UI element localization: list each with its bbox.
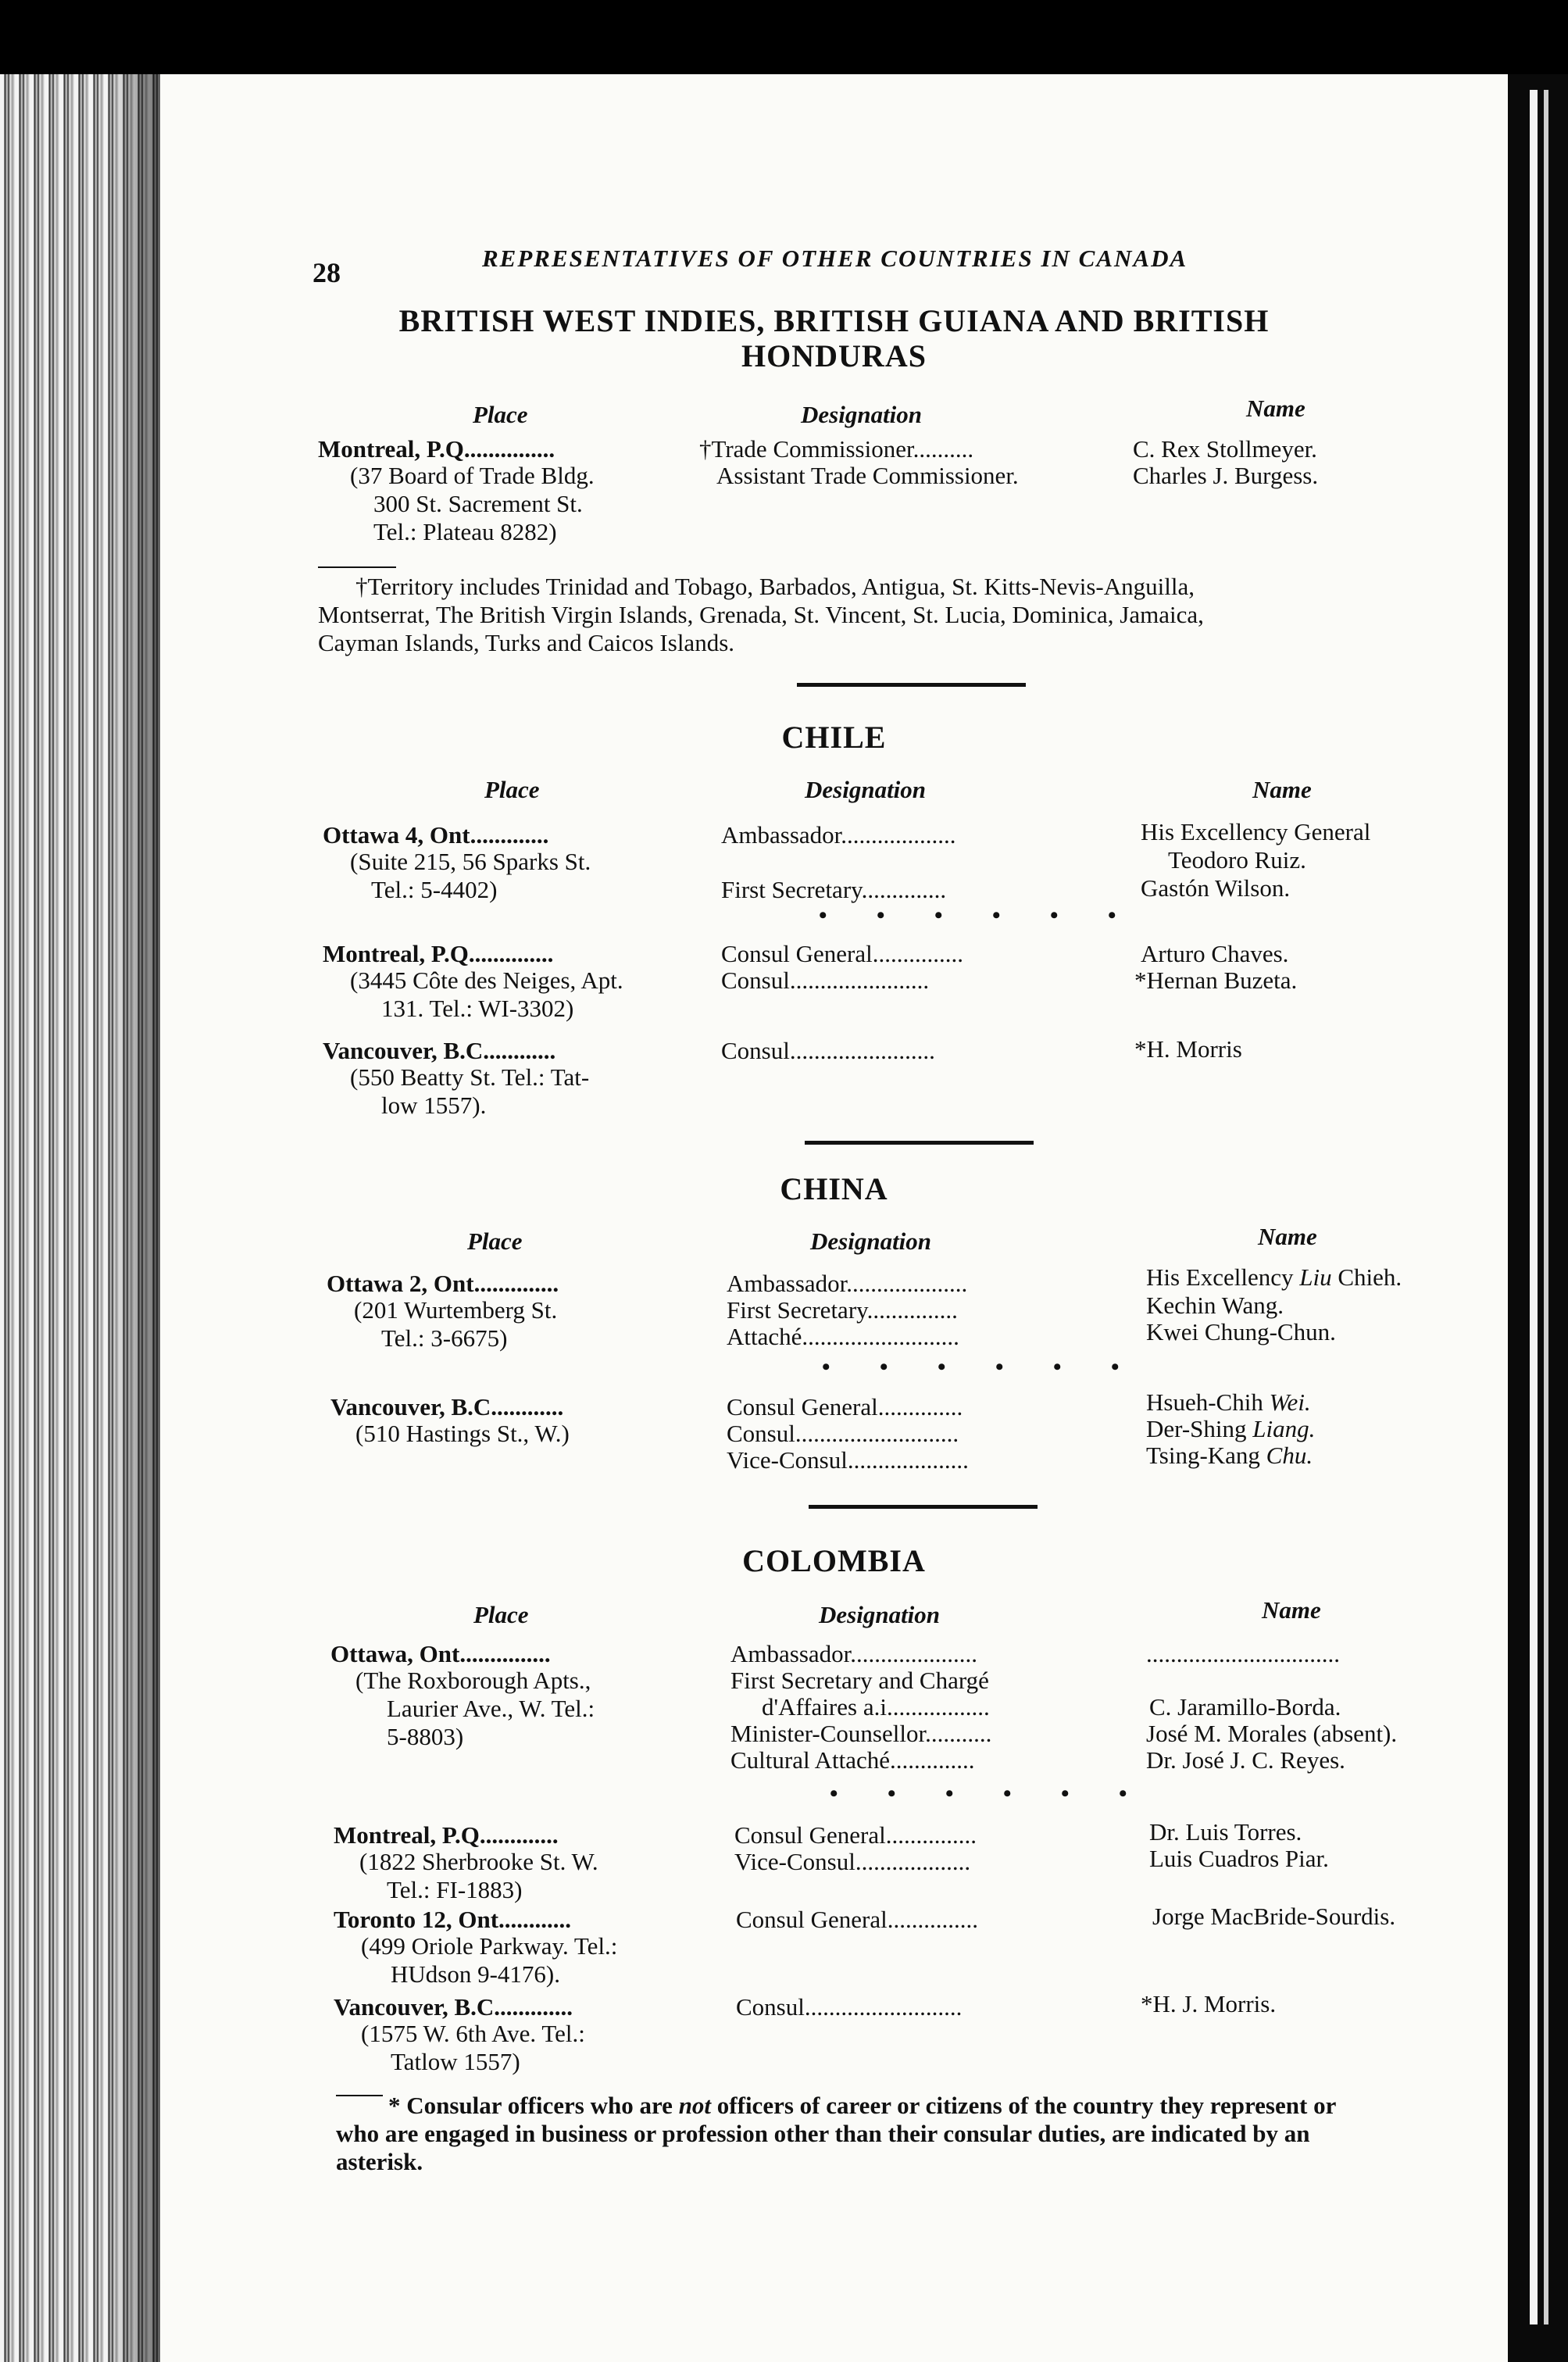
person-name: *Hernan Buzeta. <box>1134 967 1298 994</box>
person-name: Hsueh-Chih Wei. <box>1146 1388 1311 1416</box>
designation: Ambassador..................... <box>730 1640 978 1667</box>
address-line: (3445 Côte des Neiges, Apt. <box>350 967 623 994</box>
col-head-name: Name <box>1258 1223 1317 1250</box>
footnote-rule <box>336 2095 383 2096</box>
designation: Consul General.............. <box>727 1393 963 1420</box>
address-line: (The Roxborough Apts., <box>355 1667 591 1694</box>
designation: Vice-Consul................... <box>734 1848 971 1875</box>
person-name: Luis Cuadros Piar. <box>1149 1845 1329 1872</box>
designation: Assistant Trade Commissioner. <box>716 462 1019 489</box>
designation: Cultural Attaché.............. <box>730 1746 975 1774</box>
footnote-asterisk: asterisk. <box>336 2148 423 2175</box>
address-line: Tel.: 3-6675) <box>381 1324 508 1352</box>
designation: First Secretary............... <box>727 1296 958 1324</box>
col-head-name: Name <box>1246 395 1305 422</box>
address-line: (499 Oriole Parkway. Tel.: <box>361 1932 618 1960</box>
footnote-territory: †Territory includes Trinidad and Tobago, Barbados, Antigua, St. Kitts-Nevis-Anguilla, <box>355 573 1195 600</box>
col-head-place: Place <box>473 1601 529 1628</box>
col-head-name: Name <box>1252 776 1312 803</box>
person-name: Dr. Luis Torres. <box>1149 1818 1302 1846</box>
designation: Ambassador................... <box>721 821 956 849</box>
document-page <box>160 74 1508 2362</box>
person-name: Dr. José J. C. Reyes. <box>1146 1746 1345 1774</box>
person-name: Kechin Wang. <box>1146 1292 1284 1319</box>
col-head-place: Place <box>467 1227 523 1255</box>
person-name: C. Jaramillo-Borda. <box>1149 1693 1341 1721</box>
place-montreal-chile: Montreal, P.Q.............. <box>323 940 554 967</box>
address-line: Laurier Ave., W. Tel.: <box>387 1695 595 1722</box>
person-name: Kwei Chung-Chun. <box>1146 1318 1336 1345</box>
address-line: (1822 Sherbrooke St. W. <box>359 1848 598 1875</box>
footnote-rule <box>318 566 396 568</box>
address-line: Tel.: Plateau 8282) <box>373 518 557 545</box>
section-title-bwi: BRITISH WEST INDIES, BRITISH GUIANA AND BRITISH <box>398 303 1270 338</box>
person-name: ................................ <box>1146 1640 1340 1667</box>
person-name: José M. Morales (absent). <box>1146 1720 1398 1747</box>
person-name: Arturo Chaves. <box>1141 940 1289 967</box>
person-name: Charles J. Burgess. <box>1133 462 1319 489</box>
section-title-colombia: COLOMBIA <box>742 1543 926 1578</box>
designation: Consul General............... <box>736 1906 978 1933</box>
page-right-edge <box>1508 74 1568 2362</box>
footnote-territory: Cayman Islands, Turks and Caicos Islands. <box>318 629 735 656</box>
address-line: (Suite 215, 56 Sparks St. <box>350 848 591 875</box>
designation: Consul........................ <box>721 1037 935 1064</box>
address-line: (1575 W. 6th Ave. Tel.: <box>361 2020 585 2047</box>
person-name: *H. Morris <box>1134 1035 1242 1063</box>
person-name: His Excellency Liu Chieh. <box>1146 1263 1402 1291</box>
designation: d'Affaires a.i................. <box>762 1693 990 1721</box>
separator-dots: • • • • • • <box>822 1354 1141 1380</box>
designation: †Trade Commissioner.......... <box>699 435 974 463</box>
running-title: REPRESENTATIVES OF OTHER COUNTRIES IN CANADA <box>482 245 1188 272</box>
place-ottawa-colombia: Ottawa, Ont............... <box>330 1640 551 1667</box>
designation: First Secretary.............. <box>721 876 947 903</box>
designation: First Secretary and Chargé <box>730 1667 989 1694</box>
place-montreal-bwi: Montreal, P.Q............... <box>318 435 555 463</box>
designation: Vice-Consul.................... <box>727 1446 969 1474</box>
address-line: (510 Hastings St., W.) <box>355 1420 570 1447</box>
person-name: Gastón Wilson. <box>1141 874 1291 902</box>
footnote-asterisk: who are engaged in business or profession other than their consular duties, are indicated by an <box>336 2120 1310 2147</box>
address-line: HUdson 9-4176). <box>391 1960 560 1988</box>
person-name: Der-Shing Liang. <box>1146 1415 1316 1442</box>
section-divider <box>797 683 1026 687</box>
col-head-designation: Designation <box>819 1601 941 1628</box>
designation: Ambassador.................... <box>727 1270 968 1297</box>
place-ottawa-chile: Ottawa 4, Ont............. <box>323 821 549 849</box>
section-title-china: CHINA <box>780 1171 888 1206</box>
address-line: Tel.: FI-1883) <box>387 1876 523 1903</box>
designation: Consul.......................... <box>736 1993 963 2021</box>
designation: Consul........................... <box>727 1420 959 1447</box>
address-line: Tel.: 5-4402) <box>371 876 498 903</box>
spine-shadow <box>109 74 160 2362</box>
section-divider <box>805 1141 1034 1145</box>
address-line: low 1557). <box>381 1092 487 1119</box>
separator-dots: • • • • • • <box>830 1781 1149 1806</box>
place-vancouver-chile: Vancouver, B.C............ <box>323 1037 556 1064</box>
address-line: 300 St. Sacrement St. <box>373 490 583 517</box>
person-name: C. Rex Stollmeyer. <box>1133 435 1317 463</box>
person-name: Tsing-Kang Chu. <box>1146 1442 1313 1469</box>
section-title-chile: CHILE <box>781 720 887 755</box>
footnote-asterisk: * Consular officers who are not officers of career or citizens of the country they represent or <box>388 2092 1337 2119</box>
separator-dots: • • • • • • <box>819 902 1138 928</box>
col-head-place: Place <box>484 776 540 803</box>
person-name: Jorge MacBride-Sourdis. <box>1152 1903 1396 1930</box>
footnote-territory: Montserrat, The British Virgin Islands, Grenada, St. Vincent, St. Lucia, Dominica, Jamaica, <box>318 601 1204 628</box>
designation: Consul General............... <box>734 1821 977 1849</box>
address-line: 131. Tel.: WI-3302) <box>381 995 574 1022</box>
col-head-name: Name <box>1262 1596 1321 1624</box>
person-name: His Excellency General <box>1141 818 1371 845</box>
section-divider <box>809 1505 1038 1509</box>
place-ottawa-china: Ottawa 2, Ont.............. <box>327 1270 559 1297</box>
place-toronto-colombia: Toronto 12, Ont............ <box>334 1906 572 1933</box>
col-head-designation: Designation <box>810 1227 932 1255</box>
place-montreal-colombia: Montreal, P.Q............. <box>334 1821 559 1849</box>
person-name: *H. J. Morris. <box>1141 1990 1277 2017</box>
designation: Consul....................... <box>721 967 930 994</box>
col-head-designation: Designation <box>801 401 923 428</box>
scan-top-border <box>0 0 1568 74</box>
designation: Minister-Counsellor........... <box>730 1720 992 1747</box>
person-name: Teodoro Ruiz. <box>1168 846 1306 874</box>
page-number: 28 <box>313 257 341 288</box>
address-line: 5-8803) <box>387 1723 464 1750</box>
address-line: (37 Board of Trade Bldg. <box>350 462 595 489</box>
designation: Attaché.......................... <box>727 1323 959 1350</box>
address-line: Tatlow 1557) <box>391 2048 520 2075</box>
designation: Consul General............... <box>721 940 963 967</box>
col-head-designation: Designation <box>805 776 927 803</box>
place-vancouver-colombia: Vancouver, B.C............. <box>334 1993 573 2021</box>
col-head-place: Place <box>473 401 528 428</box>
place-vancouver-china: Vancouver, B.C............ <box>330 1393 564 1420</box>
address-line: (550 Beatty St. Tel.: Tat- <box>350 1063 590 1091</box>
address-line: (201 Wurtemberg St. <box>354 1296 558 1324</box>
section-title-bwi-2: HONDURAS <box>741 338 927 373</box>
